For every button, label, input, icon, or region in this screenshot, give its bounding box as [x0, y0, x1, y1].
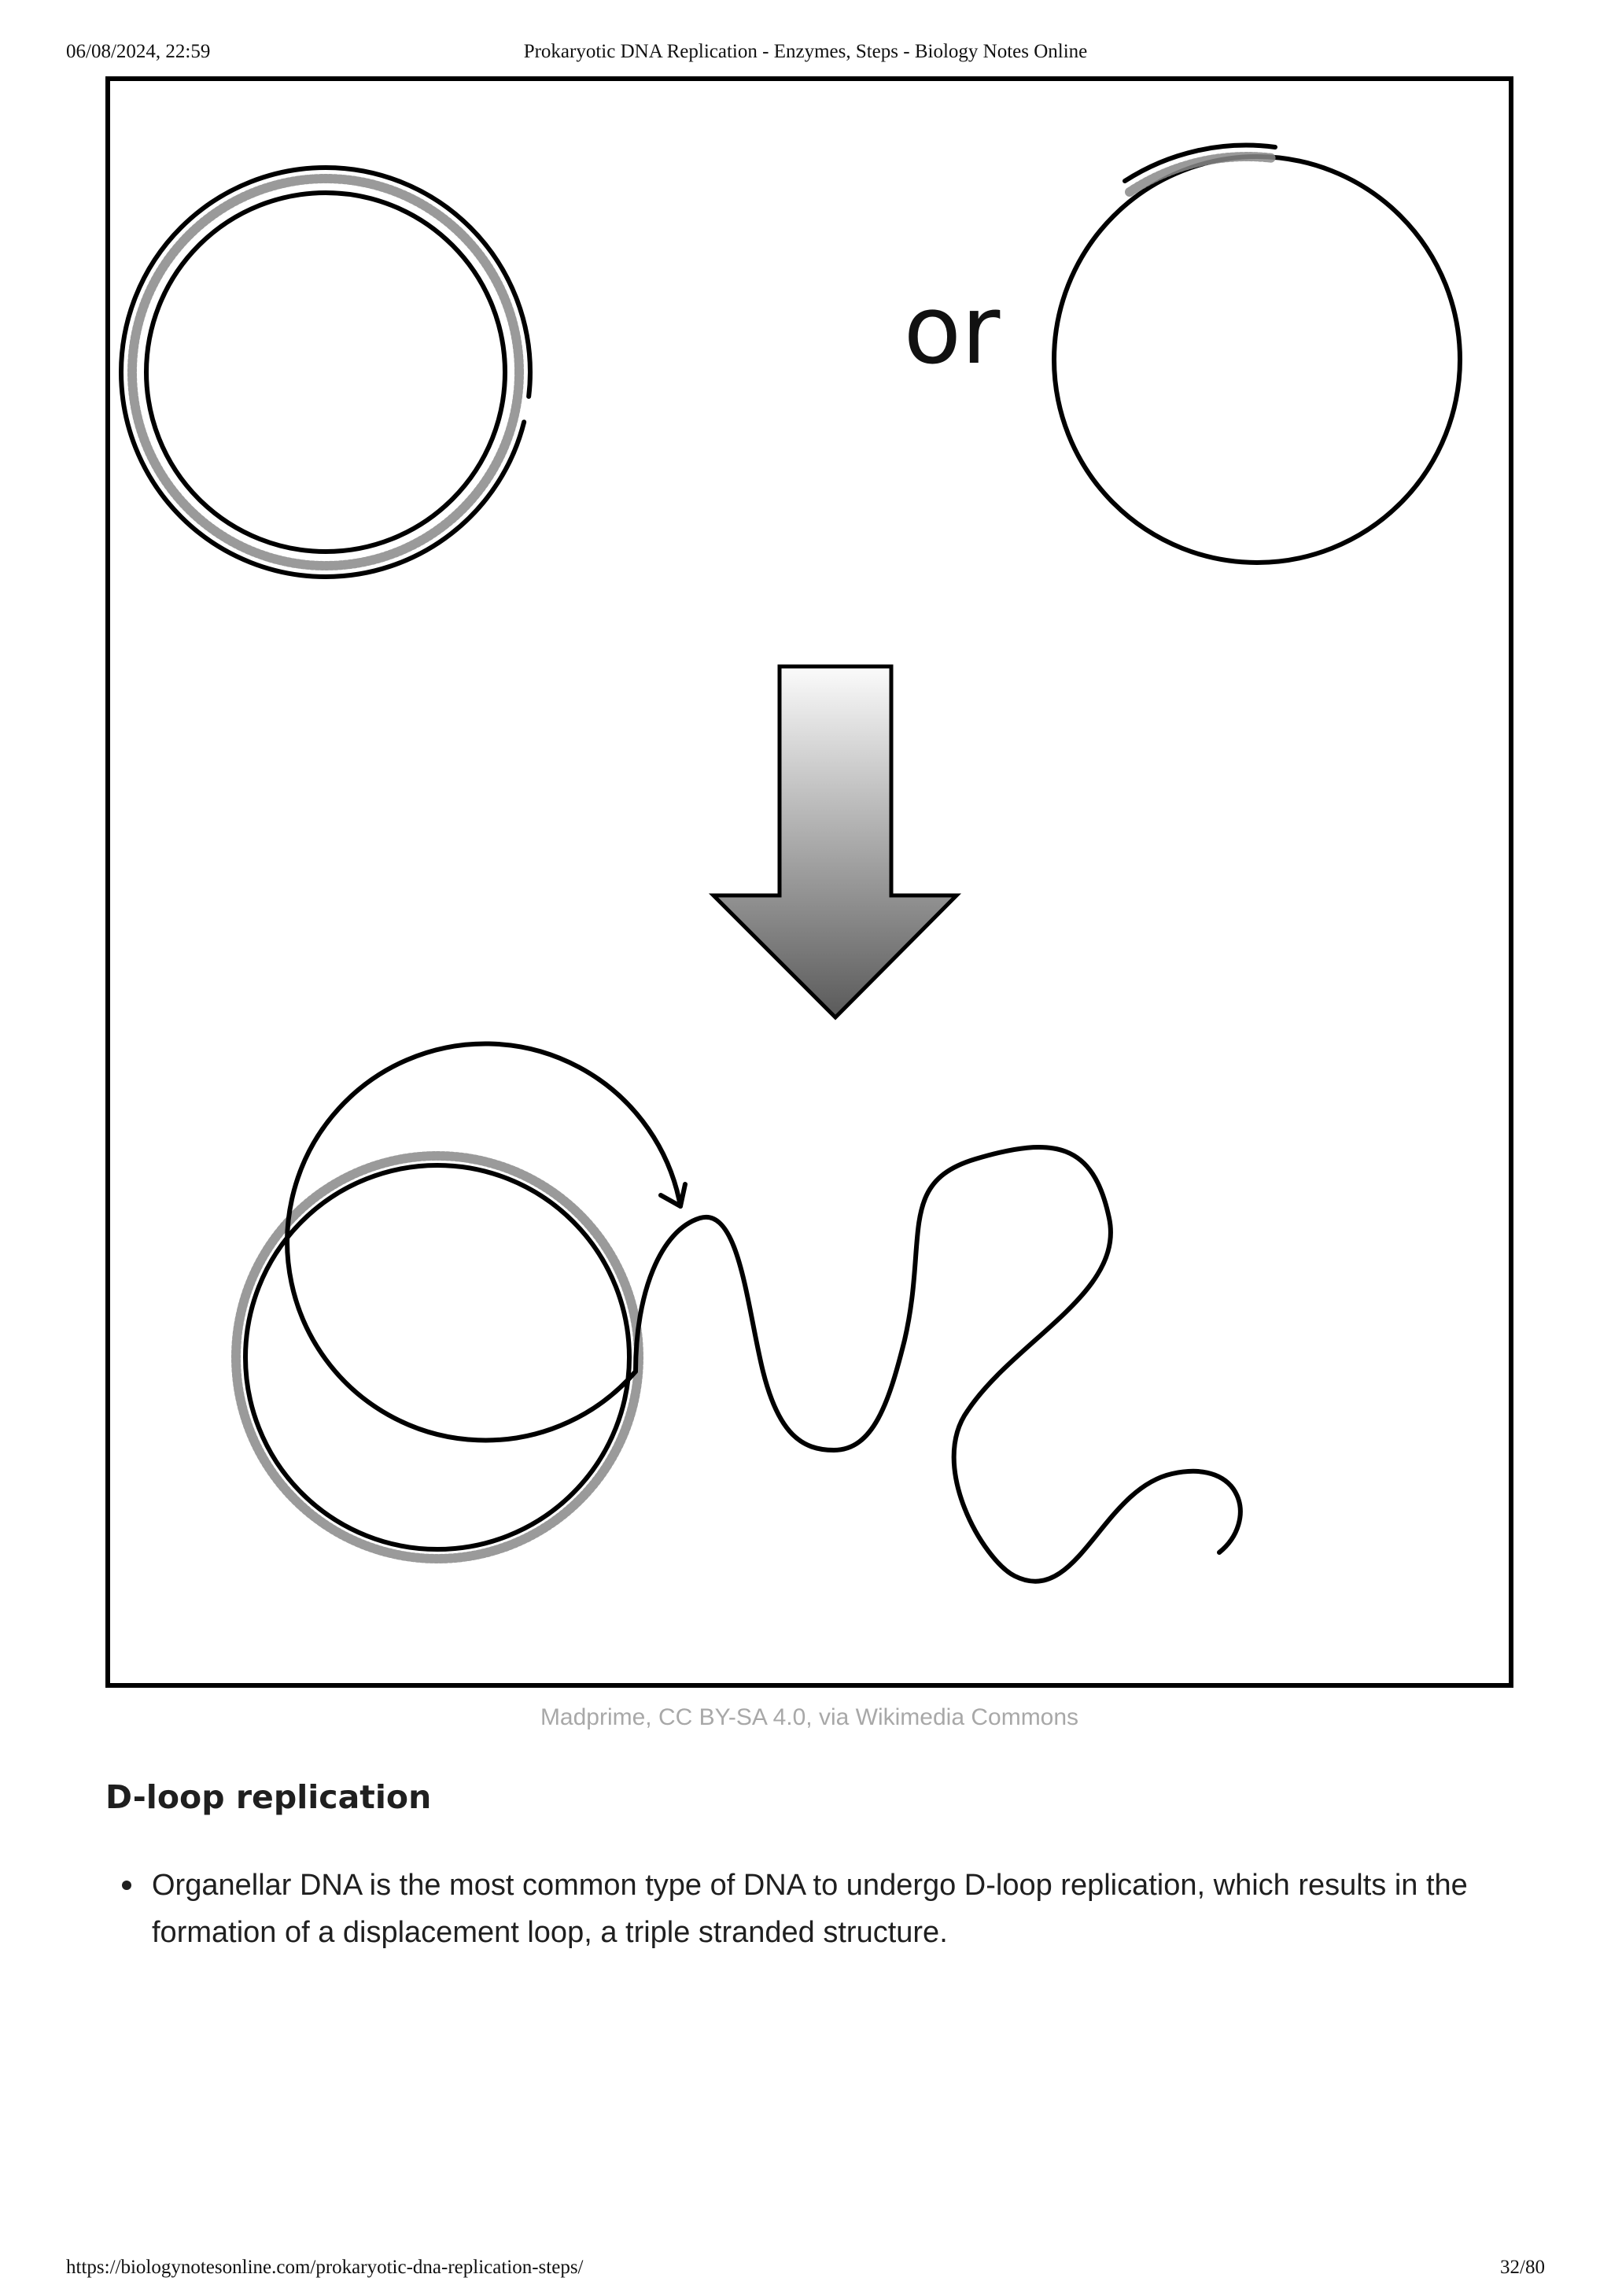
bullet-icon: [122, 1881, 131, 1890]
circular-dna-nicked: [121, 168, 530, 577]
list-item: [105, 1862, 1513, 1956]
figure-caption: Madprime, CC BY-SA 4.0, via Wikimedia Commons: [540, 1704, 1079, 1730]
page-number: 32/80: [1500, 2257, 1545, 2278]
print-header: [0, 41, 1611, 80]
rolling-circle-dna: [236, 1043, 1241, 1581]
circular-dna-primed: [1054, 146, 1460, 563]
list-item-text: Organellar DNA is the most common type of DNA to undergo D-loop replication, which results in the formation of a displacement loop, a triple stranded structure.: [152, 1869, 1468, 1949]
or-label: or: [903, 276, 1001, 386]
page-url-link[interactable]: https://biologynotesonline.com/prokaryotic-dna-replication-steps/: [66, 2257, 584, 2278]
print-page-title: Prokaryotic DNA Replication - Enzymes, Steps - Biology Notes Online: [523, 41, 1088, 62]
arrow-down-icon: [713, 666, 957, 1017]
figure-image: [105, 76, 1513, 1688]
dna-replication-diagram: [110, 81, 1509, 1683]
bullet-list: [105, 1862, 1513, 1956]
print-footer: [0, 2257, 1611, 2296]
print-datetime: 06/08/2024, 22:59: [66, 41, 211, 62]
section-heading: D-loop replication: [105, 1778, 432, 1816]
